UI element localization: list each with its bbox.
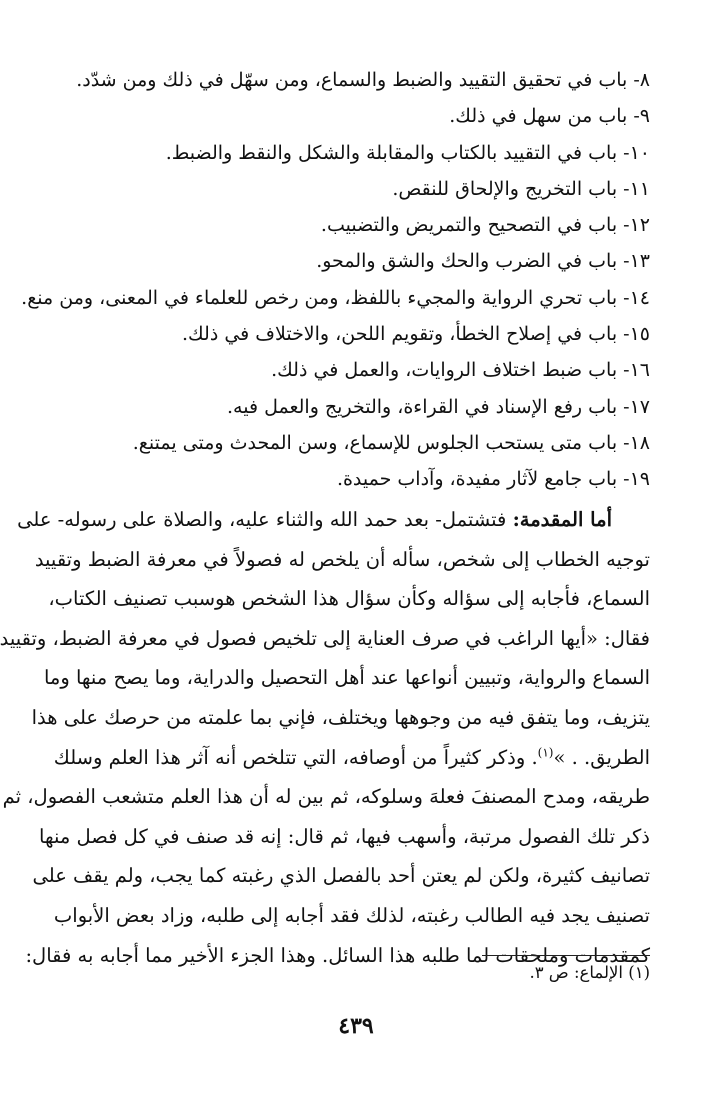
- chapter-item: ١٥- باب في إصلاح الخطأ، وتقويم اللحن، والاختلاف في ذلك.: [182, 323, 650, 346]
- body-line: تصنيف يجد فيه الطالب رغبته، لذلك فقد أجابه إلى طلبه، وزاد بعض الأبواب: [53, 903, 650, 927]
- chapter-item: ١٣- باب في الضرب والحك والشق والمحو.: [316, 250, 650, 273]
- body-line: ذكر تلك الفصول مرتبة، وأسهب فيها، ثم قال: إنه قد صنف في كل فصل منها: [39, 824, 650, 848]
- body-line: السماع، فأجابه إلى سؤاله وكأن سؤال هذا الشخص هوسبب تصنيف الكتاب،: [48, 587, 650, 611]
- body-paragraph: [0, 500, 650, 975]
- chapter-item: ١٩- باب جامع لآثار مفيدة، وآداب حميدة.: [336, 468, 650, 491]
- body-line-text: فتشتمل- بعد حمد الله والثناء عليه، والصلاة على رسوله- على: [17, 508, 507, 531]
- footnote-reference[interactable]: (١): [537, 745, 554, 760]
- quote-end: الطريق. . »: [553, 745, 650, 769]
- body-line: [53, 738, 650, 778]
- body-line: تصانيف كثيرة، ولكن لم يعتن أحد بالفصل الذي رغبته كما يجب، ولم يقف على: [32, 864, 650, 888]
- body-line: [17, 500, 650, 540]
- body-line: فقال: «أيها الراغب في صرف العناية إلى تلخيص فصول في معرفة الضبط، وتقييد: [0, 626, 650, 650]
- chapter-item: ١٢- باب في التصحيح والتمريض والتضبيب.: [320, 214, 650, 237]
- footnote-divider: [482, 955, 650, 956]
- chapter-item: ١٨- باب متى يستحب الجلوس للإسماع، وسن المحدث ومتى يمتنع.: [132, 431, 650, 454]
- chapter-list: [21, 62, 650, 498]
- chapter-item: ١٠- باب في التقييد بالكتاب والمقابلة والشكل والنقط والضبط.: [165, 141, 650, 164]
- chapter-item: ١٤- باب تحري الرواية والمجيء باللفظ، ومن رخص للعلماء في المعنى، ومن منع.: [21, 286, 650, 309]
- body-line: توجيه الخطاب إلى شخص، سأله أن يلخص له فصولاً في معرفة الضبط وتقييد: [34, 547, 650, 571]
- page-number: ٤٣٩: [338, 1013, 374, 1039]
- body-line: كمقدمات وملحقات لما طلبه هذا السائل. وهذا الجزء الأخير مما أجابه به فقال:: [25, 943, 650, 967]
- chapter-item: ٨- باب في تحقيق التقييد والضبط والسماع، ومن سهّل في ذلك ومن شدّد.: [76, 69, 650, 91]
- footnote: (١) الإلماع: ص ٣.: [529, 963, 650, 982]
- body-line: يتزيف، وما يتفق فيه من وجوهها ويختلف، فإني بما علمته من حرصك على هذا: [31, 705, 650, 729]
- intro-label: أما المقدمة:: [512, 508, 612, 531]
- body-line-text: . وذكر كثيراً من أوصافه، التي تتلخص أنه آثر هذا العلم وسلك: [53, 745, 538, 769]
- chapter-item: ١٦- باب ضبط اختلاف الروايات، والعمل في ذلك.: [271, 359, 650, 382]
- body-line: السماع والرواية، وتبيين أنواعها عند أهل التحصيل والدراية، وما يصح منها وما: [43, 666, 650, 690]
- chapter-item: ٩- باب من سهل في ذلك.: [449, 105, 650, 128]
- chapter-item: ١٧- باب رفع الإسناد في القراءة، والتخريج والعمل فيه.: [227, 395, 650, 418]
- body-line: طريقه، ومدح المصنفَ فعلهَ وسلوكه، ثم بين له أن هذا العلم متشعب الفصول، ثم: [2, 785, 650, 809]
- chapter-item: ١١- باب التخريج والإلحاق للنقص.: [392, 177, 650, 200]
